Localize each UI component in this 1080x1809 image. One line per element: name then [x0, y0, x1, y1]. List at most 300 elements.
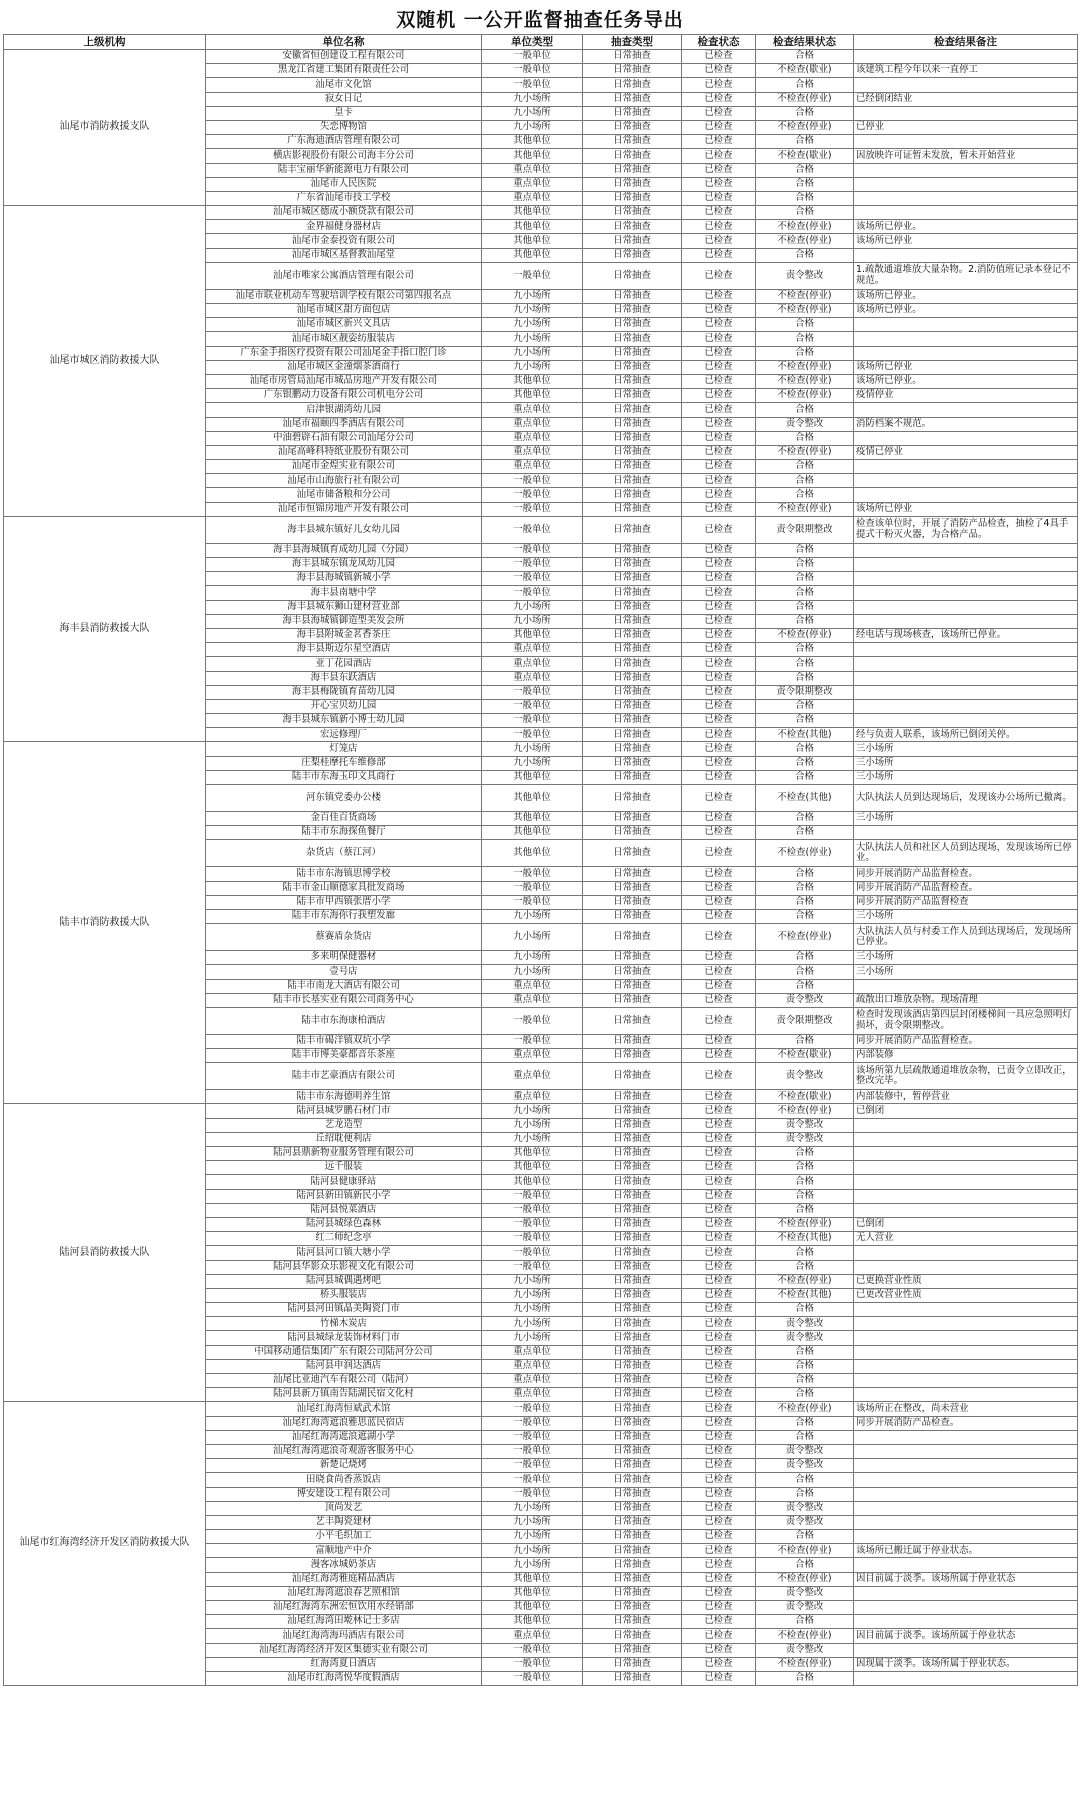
result-status-cell: 合格 [756, 826, 854, 840]
unit-name-cell: 陆河县华影众乐影视文化有限公司 [206, 1260, 482, 1274]
result-note-cell [854, 177, 1078, 191]
unit-type-cell: 九小场所 [482, 909, 583, 923]
result-note-cell: 大队执法人员和社区人员到达现场，发现该场所已停业。 [854, 840, 1078, 867]
check-status-cell: 已检查 [682, 770, 756, 784]
result-status-cell: 合格 [756, 867, 854, 881]
check-type-cell: 日常抽查 [583, 234, 682, 248]
result-note-cell [854, 979, 1078, 993]
result-note-cell [854, 50, 1078, 64]
header-result-note: 检查结果备注 [854, 35, 1078, 50]
unit-name-cell: 失恋博物馆 [206, 120, 482, 134]
unit-name-cell: 寂女日记 [206, 92, 482, 106]
unit-name-cell: 陆丰市长基实业有限公司商务中心 [206, 993, 482, 1007]
result-note-cell: 经电话与现场核查，该场所已停业。 [854, 628, 1078, 642]
check-type-cell: 日常抽查 [583, 643, 682, 657]
unit-type-cell: 九小场所 [482, 1558, 583, 1572]
result-note-cell [854, 1601, 1078, 1615]
unit-name-cell: 桥头服装店 [206, 1288, 482, 1302]
check-type-cell: 日常抽查 [583, 191, 682, 205]
unit-name-cell: 中油碧辟石油有限公司汕尾分公司 [206, 431, 482, 445]
result-status-cell: 合格 [756, 163, 854, 177]
check-type-cell: 日常抽查 [583, 1132, 682, 1146]
result-note-cell [854, 431, 1078, 445]
result-note-cell: 疫情停业 [854, 389, 1078, 403]
result-note-cell [854, 826, 1078, 840]
check-type-cell: 日常抽查 [583, 1558, 682, 1572]
unit-name-cell: 汕尾市联业机动车驾驶培训学校有限公司第四报名点 [206, 289, 482, 303]
unit-name-cell: 陆丰市东海镇思博学校 [206, 867, 482, 881]
check-status-cell: 已检查 [682, 78, 756, 92]
result-note-cell [854, 1345, 1078, 1359]
result-note-cell: 已经倒闭结业 [854, 92, 1078, 106]
result-note-cell [854, 1317, 1078, 1331]
result-note-cell: 同步开展消防产品监督检查。 [854, 881, 1078, 895]
result-note-cell: 疏散出口堆放杂物。现场清理 [854, 993, 1078, 1007]
table-row [4, 516, 1078, 543]
result-status-cell: 合格 [756, 714, 854, 728]
result-status-cell: 合格 [756, 586, 854, 600]
unit-type-cell: 重点单位 [482, 191, 583, 205]
check-type-cell: 日常抽查 [583, 1615, 682, 1629]
unit-name-cell: 陆河县新万镇南告陆湖民宿文化村 [206, 1388, 482, 1402]
unit-type-cell: 九小场所 [482, 332, 583, 346]
result-note-cell [854, 600, 1078, 614]
result-status-cell: 不检查(停业) [756, 924, 854, 951]
check-type-cell: 日常抽查 [583, 714, 682, 728]
check-type-cell: 日常抽查 [583, 1246, 682, 1260]
check-status-cell: 已检查 [682, 1260, 756, 1274]
check-type-cell: 日常抽查 [583, 770, 682, 784]
result-status-cell: 责令整改 [756, 1643, 854, 1657]
result-note-cell [854, 1118, 1078, 1132]
result-status-cell: 合格 [756, 965, 854, 979]
unit-type-cell: 其他单位 [482, 826, 583, 840]
unit-type-cell: 九小场所 [482, 1501, 583, 1515]
result-note-cell [854, 657, 1078, 671]
result-status-cell: 不检查(停业) [756, 1274, 854, 1288]
result-status-cell: 责令整改 [756, 1063, 854, 1090]
unit-name-cell: 汕尾红海湾雅庭精品酒店 [206, 1572, 482, 1586]
result-note-cell [854, 1189, 1078, 1203]
unit-type-cell: 九小场所 [482, 1530, 583, 1544]
check-status-cell: 已检查 [682, 1063, 756, 1090]
result-note-cell [854, 1615, 1078, 1629]
unit-name-cell: 汕尾市山海旅行社有限公司 [206, 474, 482, 488]
check-status-cell: 已检查 [682, 1657, 756, 1671]
unit-name-cell: 顶尚发艺 [206, 1501, 482, 1515]
result-status-cell: 合格 [756, 1430, 854, 1444]
result-status-cell: 不检查(停业) [756, 840, 854, 867]
check-type-cell: 日常抽查 [583, 1430, 682, 1444]
unit-type-cell: 一般单位 [482, 572, 583, 586]
unit-name-cell: 远千服装 [206, 1161, 482, 1175]
unit-type-cell: 重点单位 [482, 177, 583, 191]
check-type-cell: 日常抽查 [583, 1317, 682, 1331]
unit-name-cell: 陆丰市甲西镇张厝小学 [206, 895, 482, 909]
unit-type-cell: 九小场所 [482, 1544, 583, 1558]
check-type-cell: 日常抽查 [583, 1331, 682, 1345]
check-status-cell: 已检查 [682, 460, 756, 474]
check-status-cell: 已检查 [682, 1487, 756, 1501]
result-note-cell [854, 1586, 1078, 1600]
check-status-cell: 已检查 [682, 1444, 756, 1458]
check-type-cell: 日常抽查 [583, 262, 682, 289]
check-status-cell: 已检查 [682, 1629, 756, 1643]
check-status-cell: 已检查 [682, 728, 756, 742]
check-type-cell: 日常抽查 [583, 600, 682, 614]
sheet-title: 双随机 一公开监督抽查任务导出 [396, 9, 684, 31]
unit-type-cell: 九小场所 [482, 924, 583, 951]
check-status-cell: 已检查 [682, 1147, 756, 1161]
unit-type-cell: 其他单位 [482, 149, 583, 163]
unit-type-cell: 一般单位 [482, 714, 583, 728]
unit-name-cell: 陆丰市碣洋镇双坑小学 [206, 1034, 482, 1048]
result-status-cell: 合格 [756, 431, 854, 445]
check-status-cell: 已检查 [682, 1132, 756, 1146]
unit-name-cell: 开心宝贝幼儿园 [206, 699, 482, 713]
check-type-cell: 日常抽查 [583, 867, 682, 881]
result-status-cell: 不检查(停业) [756, 389, 854, 403]
result-status-cell: 合格 [756, 671, 854, 685]
result-note-cell: 消防档案不规范。 [854, 417, 1078, 431]
check-status-cell: 已检查 [682, 488, 756, 502]
check-status-cell: 已检查 [682, 1530, 756, 1544]
result-status-cell: 合格 [756, 346, 854, 360]
unit-type-cell: 九小场所 [482, 1288, 583, 1302]
unit-type-cell: 重点单位 [482, 671, 583, 685]
check-status-cell: 已检查 [682, 614, 756, 628]
check-type-cell: 日常抽查 [583, 1104, 682, 1118]
check-status-cell: 已检查 [682, 1232, 756, 1246]
unit-type-cell: 九小场所 [482, 742, 583, 756]
unit-type-cell: 一般单位 [482, 543, 583, 557]
result-note-cell: 该场所已搬迁属于停业状态。 [854, 1544, 1078, 1558]
unit-type-cell: 一般单位 [482, 1444, 583, 1458]
result-status-cell: 合格 [756, 191, 854, 205]
check-status-cell: 已检查 [682, 220, 756, 234]
result-status-cell: 合格 [756, 1671, 854, 1685]
unit-type-cell: 九小场所 [482, 614, 583, 628]
check-status-cell: 已检查 [682, 909, 756, 923]
check-status-cell: 已检查 [682, 1274, 756, 1288]
unit-name-cell: 海丰县城东镇龙凤幼儿园 [206, 558, 482, 572]
result-note-cell: 已更改营业性质 [854, 1288, 1078, 1302]
check-type-cell: 日常抽查 [583, 206, 682, 220]
result-note-cell: 已更换营业性质 [854, 1274, 1078, 1288]
result-note-cell: 该场所已停业 [854, 234, 1078, 248]
result-status-cell: 责令整改 [756, 1515, 854, 1529]
check-type-cell: 日常抽查 [583, 1515, 682, 1529]
unit-type-cell: 其他单位 [482, 1175, 583, 1189]
check-status-cell: 已检查 [682, 1544, 756, 1558]
result-note-cell: 疫情已停业 [854, 445, 1078, 459]
result-status-cell: 不检查(停业) [756, 360, 854, 374]
check-status-cell: 已检查 [682, 92, 756, 106]
table-row [4, 1402, 1078, 1416]
check-type-cell: 日常抽查 [583, 120, 682, 134]
result-status-cell: 不检查(停业) [756, 289, 854, 303]
check-type-cell: 日常抽查 [583, 488, 682, 502]
unit-type-cell: 一般单位 [482, 1657, 583, 1671]
unit-name-cell: 陆丰市东海玉印文具商行 [206, 770, 482, 784]
result-note-cell: 1.疏散通道堆放大量杂物。2.消防值班记录本登记不规范。 [854, 262, 1078, 289]
result-status-cell: 合格 [756, 332, 854, 346]
result-note-cell [854, 1374, 1078, 1388]
unit-name-cell: 海丰县东跃酒店 [206, 671, 482, 685]
result-note-cell [854, 1331, 1078, 1345]
result-status-cell: 合格 [756, 600, 854, 614]
result-status-cell: 合格 [756, 979, 854, 993]
check-type-cell: 日常抽查 [583, 586, 682, 600]
unit-name-cell: 丘绍耽便利店 [206, 1132, 482, 1146]
unit-type-cell: 其他单位 [482, 812, 583, 826]
unit-type-cell: 九小场所 [482, 1104, 583, 1118]
check-status-cell: 已检查 [682, 1118, 756, 1132]
check-type-cell: 日常抽查 [583, 728, 682, 742]
unit-name-cell: 红二师纪念亭 [206, 1232, 482, 1246]
unit-name-cell: 庄梨桂摩托车维修部 [206, 756, 482, 770]
unit-type-cell: 一般单位 [482, 1643, 583, 1657]
result-status-cell: 合格 [756, 1303, 854, 1317]
result-status-cell: 责令整改 [756, 417, 854, 431]
unit-type-cell: 一般单位 [482, 586, 583, 600]
result-status-cell: 不检查(歇业) [756, 64, 854, 78]
result-status-cell: 不检查(其他) [756, 1288, 854, 1302]
unit-name-cell: 新楚记烧烤 [206, 1459, 482, 1473]
unit-type-cell: 九小场所 [482, 951, 583, 965]
unit-name-cell: 汕尾红海湾恒斌武术馆 [206, 1402, 482, 1416]
check-status-cell: 已检查 [682, 685, 756, 699]
check-status-cell: 已检查 [682, 346, 756, 360]
unit-type-cell: 一般单位 [482, 516, 583, 543]
result-note-cell: 经与负责人联系，该场所已倒闭关停。 [854, 728, 1078, 742]
result-note-cell [854, 1388, 1078, 1402]
check-status-cell: 已检查 [682, 1217, 756, 1231]
result-status-cell: 责令整改 [756, 1444, 854, 1458]
result-status-cell: 合格 [756, 1147, 854, 1161]
check-status-cell: 已检查 [682, 1007, 756, 1034]
check-type-cell: 日常抽查 [583, 785, 682, 812]
unit-type-cell: 一般单位 [482, 1459, 583, 1473]
check-status-cell: 已检查 [682, 742, 756, 756]
unit-type-cell: 一般单位 [482, 502, 583, 516]
unit-type-cell: 九小场所 [482, 106, 583, 120]
result-note-cell [854, 1161, 1078, 1175]
unit-type-cell: 九小场所 [482, 346, 583, 360]
unit-type-cell: 重点单位 [482, 431, 583, 445]
result-status-cell: 合格 [756, 1374, 854, 1388]
check-status-cell: 已检查 [682, 840, 756, 867]
unit-type-cell: 一般单位 [482, 558, 583, 572]
unit-type-cell: 重点单位 [482, 403, 583, 417]
result-status-cell: 合格 [756, 1615, 854, 1629]
result-note-cell: 该场所已停业。 [854, 304, 1078, 318]
unit-type-cell: 重点单位 [482, 417, 583, 431]
check-type-cell: 日常抽查 [583, 1601, 682, 1615]
result-status-cell: 合格 [756, 1388, 854, 1402]
check-type-cell: 日常抽查 [583, 812, 682, 826]
check-status-cell: 已检查 [682, 600, 756, 614]
check-status-cell: 已检查 [682, 1515, 756, 1529]
result-status-cell: 合格 [756, 488, 854, 502]
unit-name-cell: 广东海迪酒店管理有限公司 [206, 135, 482, 149]
unit-name-cell: 汕尾红海湾遮浪奇观游客服务中心 [206, 1444, 482, 1458]
unit-name-cell: 海丰县梅陇镇育苗幼儿园 [206, 685, 482, 699]
unit-name-cell: 汕尾市金泰投资有限公司 [206, 234, 482, 248]
unit-type-cell: 其他单位 [482, 1147, 583, 1161]
check-type-cell: 日常抽查 [583, 1501, 682, 1515]
spreadsheet-page [3, 0, 1077, 1686]
check-type-cell: 日常抽查 [583, 149, 682, 163]
result-status-cell: 合格 [756, 657, 854, 671]
result-status-cell: 合格 [756, 742, 854, 756]
result-status-cell: 合格 [756, 177, 854, 191]
unit-name-cell: 汕尾市恒锦房地产开发有限公司 [206, 502, 482, 516]
unit-name-cell: 海丰县南塘中学 [206, 586, 482, 600]
unit-type-cell: 九小场所 [482, 1515, 583, 1529]
check-type-cell: 日常抽查 [583, 572, 682, 586]
check-status-cell: 已检查 [682, 1501, 756, 1515]
result-note-cell [854, 643, 1078, 657]
unit-type-cell: 一般单位 [482, 1430, 583, 1444]
result-note-cell: 大队执法人员与村委工作人员到达现场后，发现场所已停业。 [854, 924, 1078, 951]
unit-name-cell: 陆丰市东海康柏酒店 [206, 1007, 482, 1034]
result-status-cell: 不检查(停业) [756, 1217, 854, 1231]
check-type-cell: 日常抽查 [583, 460, 682, 474]
result-status-cell: 合格 [756, 460, 854, 474]
check-status-cell: 已检查 [682, 1402, 756, 1416]
check-status-cell: 已检查 [682, 502, 756, 516]
check-status-cell: 已检查 [682, 1175, 756, 1189]
unit-type-cell: 九小场所 [482, 756, 583, 770]
check-status-cell: 已检查 [682, 628, 756, 642]
check-status-cell: 已检查 [682, 1345, 756, 1359]
result-note-cell: 该建筑工程今年以来一直停工 [854, 64, 1078, 78]
result-note-cell [854, 1175, 1078, 1189]
check-type-cell: 日常抽查 [583, 1530, 682, 1544]
check-status-cell: 已检查 [682, 332, 756, 346]
unit-type-cell: 重点单位 [482, 1345, 583, 1359]
unit-name-cell: 陆丰市金山顺德家具批发商场 [206, 881, 482, 895]
check-status-cell: 已检查 [682, 474, 756, 488]
check-status-cell: 已检查 [682, 826, 756, 840]
result-note-cell: 已停业 [854, 120, 1078, 134]
unit-type-cell: 一般单位 [482, 1246, 583, 1260]
unit-name-cell: 陆丰市博美豪都音乐茶座 [206, 1049, 482, 1063]
unit-type-cell: 其他单位 [482, 1161, 583, 1175]
check-type-cell: 日常抽查 [583, 558, 682, 572]
result-note-cell [854, 614, 1078, 628]
unit-name-cell: 亚丁花园酒店 [206, 657, 482, 671]
result-status-cell: 不检查(停业) [756, 304, 854, 318]
unit-type-cell: 其他单位 [482, 248, 583, 262]
table-row [4, 206, 1078, 220]
result-status-cell: 责令整改 [756, 1501, 854, 1515]
check-type-cell: 日常抽查 [583, 924, 682, 951]
check-type-cell: 日常抽查 [583, 699, 682, 713]
check-status-cell: 已检查 [682, 177, 756, 191]
check-type-cell: 日常抽查 [583, 1203, 682, 1217]
unit-type-cell: 重点单位 [482, 643, 583, 657]
result-status-cell: 不检查(停业) [756, 120, 854, 134]
result-note-cell [854, 586, 1078, 600]
unit-type-cell: 一般单位 [482, 1416, 583, 1430]
result-note-cell: 内部装修中，暂停营业 [854, 1090, 1078, 1104]
result-status-cell: 责令整改 [756, 1317, 854, 1331]
unit-type-cell: 其他单位 [482, 206, 583, 220]
check-status-cell: 已检查 [682, 1671, 756, 1685]
check-type-cell: 日常抽查 [583, 628, 682, 642]
check-status-cell: 已检查 [682, 1416, 756, 1430]
unit-name-cell: 金百佳百货商场 [206, 812, 482, 826]
check-type-cell: 日常抽查 [583, 951, 682, 965]
unit-name-cell: 竹梯木炭店 [206, 1317, 482, 1331]
superior-org-cell: 海丰县消防救援大队 [4, 516, 206, 742]
result-note-cell [854, 1246, 1078, 1260]
check-type-cell: 日常抽查 [583, 135, 682, 149]
result-status-cell: 合格 [756, 1034, 854, 1048]
unit-name-cell: 汕尾比亚迪汽车有限公司（陆河） [206, 1374, 482, 1388]
result-note-cell: 三小场所 [854, 770, 1078, 784]
header-row [4, 35, 1078, 50]
unit-type-cell: 一般单位 [482, 867, 583, 881]
result-note-cell [854, 1203, 1078, 1217]
unit-name-cell: 博安建设工程有限公司 [206, 1487, 482, 1501]
check-type-cell: 日常抽查 [583, 1416, 682, 1430]
header-unit-name: 单位名称 [206, 35, 482, 50]
unit-name-cell: 汕尾市唯家公寓酒店管理有限公司 [206, 262, 482, 289]
unit-name-cell: 海丰县海城镇御造型美发会所 [206, 614, 482, 628]
check-status-cell: 已检查 [682, 1288, 756, 1302]
table-row [4, 50, 1078, 64]
unit-type-cell: 九小场所 [482, 289, 583, 303]
unit-type-cell: 其他单位 [482, 840, 583, 867]
check-status-cell: 已检查 [682, 149, 756, 163]
check-type-cell: 日常抽查 [583, 1487, 682, 1501]
result-status-cell: 合格 [756, 1345, 854, 1359]
check-type-cell: 日常抽查 [583, 1444, 682, 1458]
check-type-cell: 日常抽查 [583, 1175, 682, 1189]
unit-type-cell: 重点单位 [482, 163, 583, 177]
unit-name-cell: 皇卡 [206, 106, 482, 120]
check-type-cell: 日常抽查 [583, 685, 682, 699]
unit-type-cell: 重点单位 [482, 1374, 583, 1388]
unit-type-cell: 重点单位 [482, 657, 583, 671]
check-type-cell: 日常抽查 [583, 289, 682, 303]
check-type-cell: 日常抽查 [583, 965, 682, 979]
unit-type-cell: 重点单位 [482, 1049, 583, 1063]
result-note-cell: 该场所已停业。 [854, 220, 1078, 234]
unit-name-cell: 海丰县斯迈尔星空酒店 [206, 643, 482, 657]
result-status-cell: 合格 [756, 1175, 854, 1189]
result-note-cell [854, 558, 1078, 572]
check-type-cell: 日常抽查 [583, 346, 682, 360]
unit-type-cell: 一般单位 [482, 699, 583, 713]
check-type-cell: 日常抽查 [583, 1345, 682, 1359]
result-status-cell: 合格 [756, 403, 854, 417]
unit-type-cell: 重点单位 [482, 1629, 583, 1643]
unit-type-cell: 重点单位 [482, 1063, 583, 1090]
unit-name-cell: 汕尾市城区基督教汕尾堂 [206, 248, 482, 262]
result-status-cell: 合格 [756, 543, 854, 557]
unit-type-cell: 九小场所 [482, 1317, 583, 1331]
result-status-cell: 责令整改 [756, 1118, 854, 1132]
result-note-cell [854, 1444, 1078, 1458]
check-status-cell: 已检查 [682, 360, 756, 374]
result-note-cell [854, 403, 1078, 417]
unit-type-cell: 其他单位 [482, 135, 583, 149]
check-status-cell: 已检查 [682, 262, 756, 289]
